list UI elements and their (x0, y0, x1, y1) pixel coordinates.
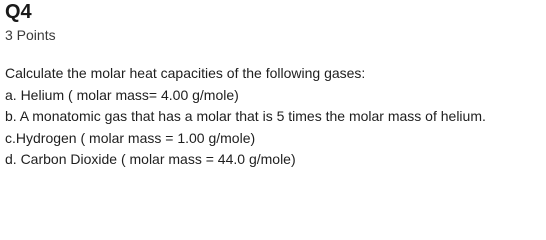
question-item-b: b. A monatomic gas that has a molar that is 5 times the molar mass of helium. (5, 108, 486, 124)
question-prompt: Calculate the molar heat capacities of the following gases: (5, 65, 366, 81)
question-item-a: a. Helium ( molar mass= 4.00 g/mole) (5, 86, 239, 103)
question-item-d: d. Carbon Dioxide ( molar mass = 44.0 g/mole) (5, 151, 296, 167)
question-title: Q4 (5, 1, 32, 23)
question-body (5, 63, 545, 171)
question-item-c: c.Hydrogen ( molar mass = 1.00 g/mole) (5, 129, 256, 146)
question-points: 3 Points (5, 27, 56, 43)
